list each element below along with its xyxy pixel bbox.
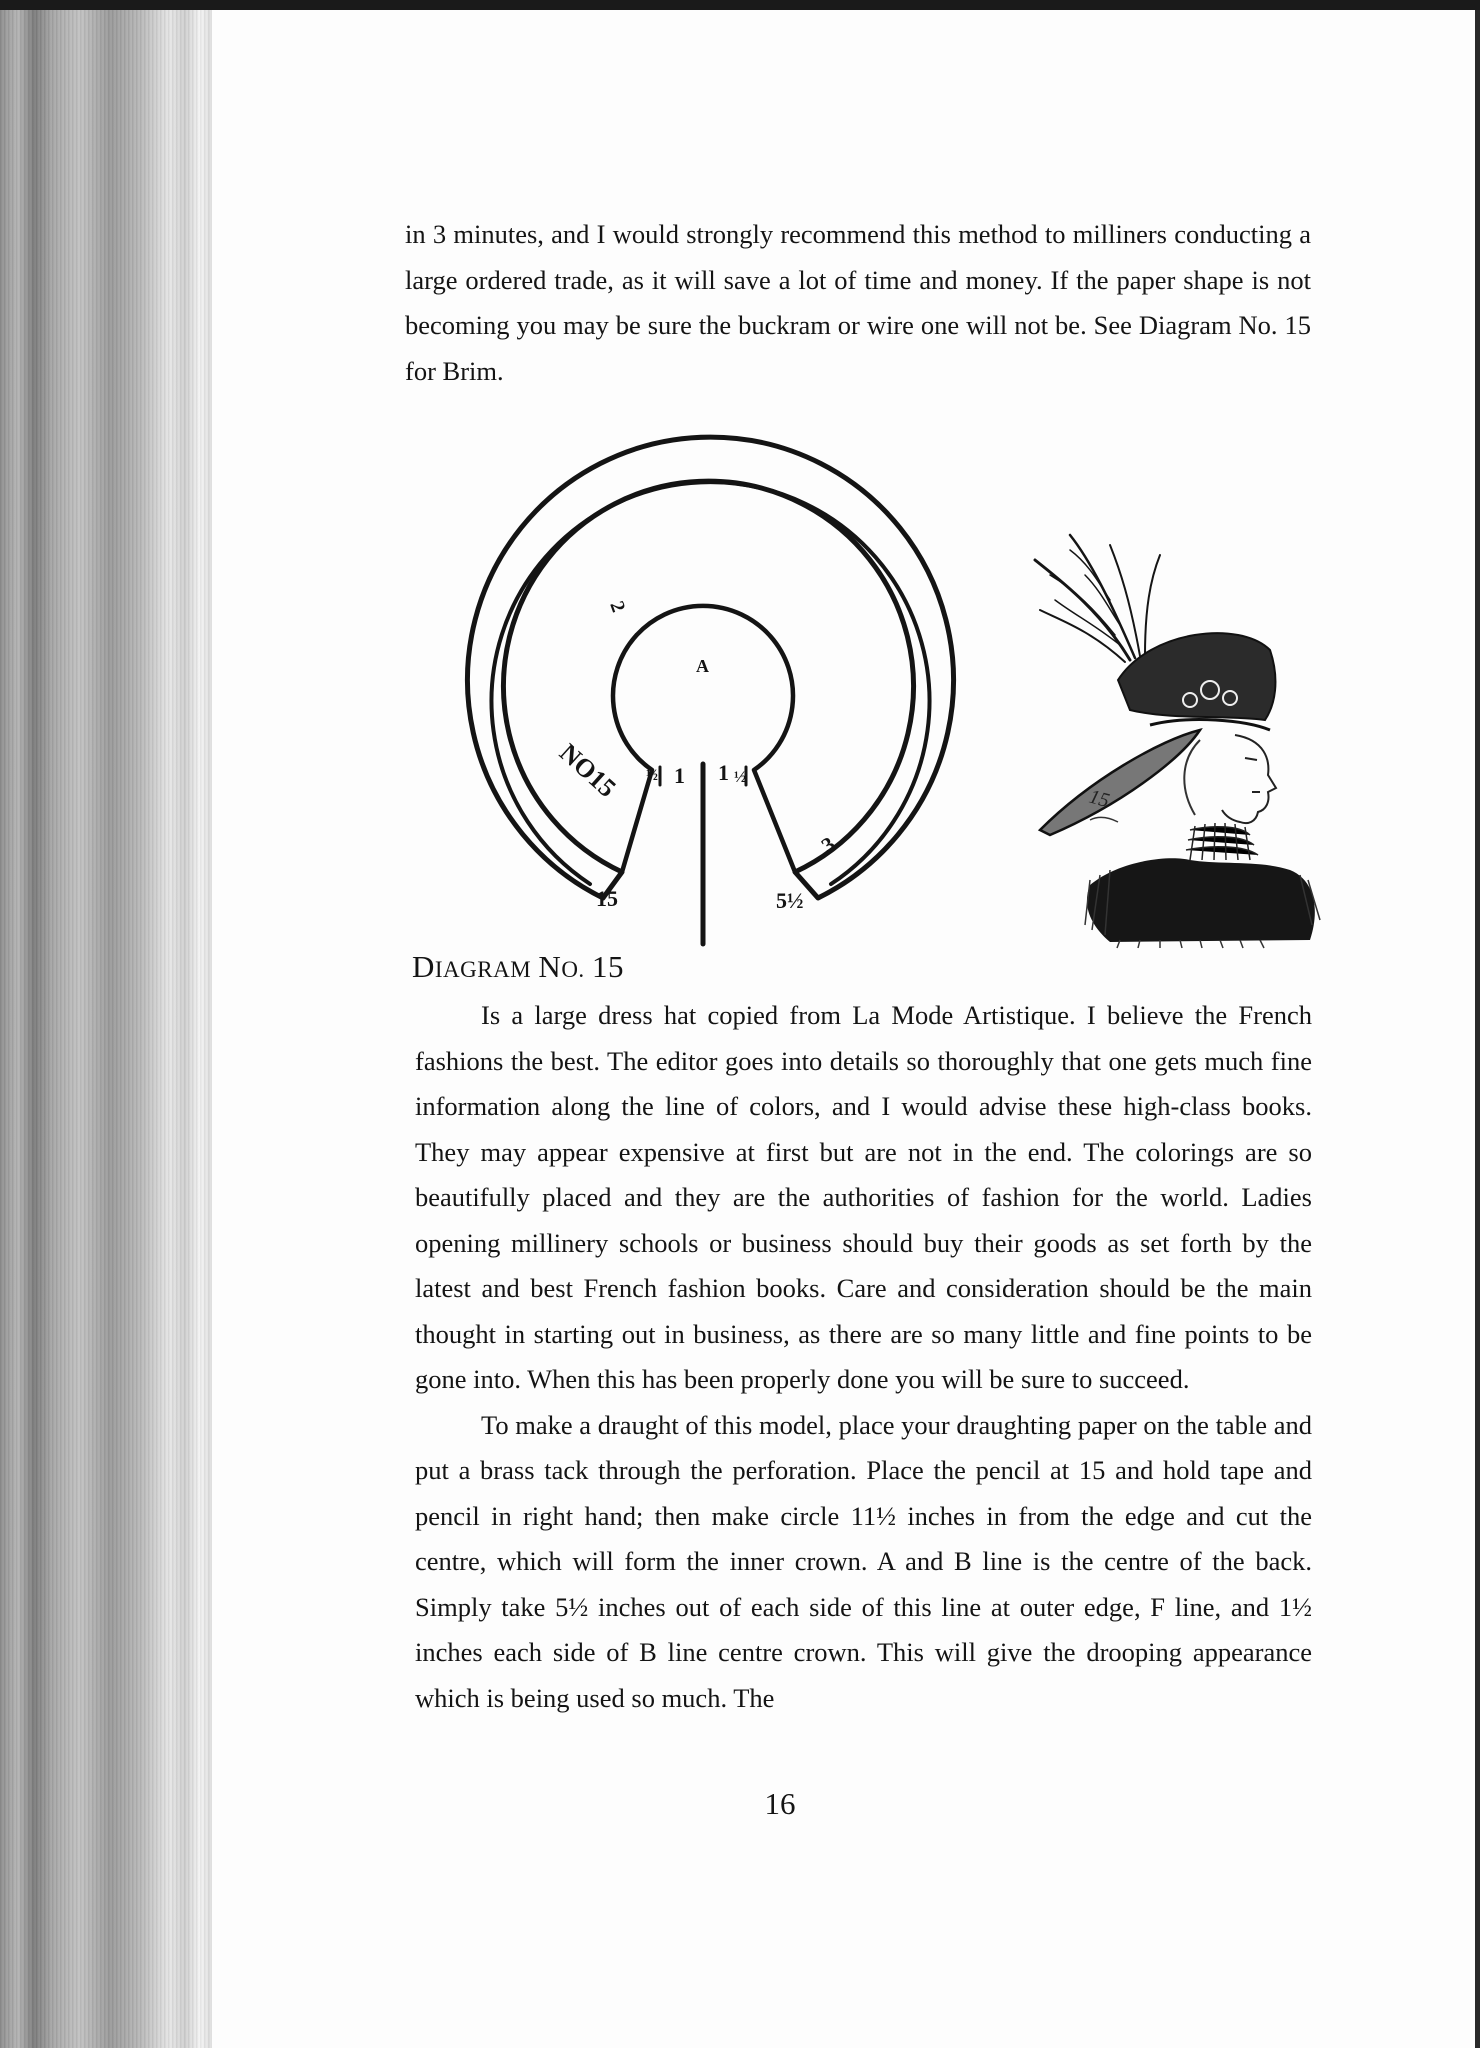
label-fifteen: 15 bbox=[596, 886, 618, 911]
label-no15: NO15 bbox=[553, 737, 622, 803]
diagram-caption: DIAGRAM NO. 15 bbox=[412, 949, 624, 984]
book-page-edges bbox=[0, 10, 212, 2048]
illustration-number: 15 bbox=[1086, 785, 1112, 813]
scan-right-border bbox=[1475, 10, 1480, 2048]
paragraph-draught: To make a draught of this model, place your draughting paper on the table and put a brass tack through the perforation. Place the pencil at 15 and hold tape and pencil in right hand; then make circle 11½ inches in from the edge and cut the centre, which will form the inner crown. A and B line is the centre of the back. Simply take 5½ inches out of each side of this line at outer edge, F line, and 1½ inches each side of B line centre crown. This will give the drooping appearance which is being used so much. The bbox=[415, 1409, 1312, 1713]
label-one-right: 1 bbox=[718, 760, 729, 785]
brim-pattern-diagram bbox=[420, 430, 980, 960]
label-two: 2 bbox=[605, 598, 630, 616]
brim-outer-outline bbox=[468, 437, 954, 898]
crown-label-a: A bbox=[696, 656, 709, 676]
label-three: 3 bbox=[816, 831, 840, 859]
scan-top-border bbox=[0, 0, 1480, 10]
page-number: 16 bbox=[764, 1786, 796, 1821]
top-paragraph: in 3 minutes, and I would strongly recommend this method to milliners conducting a large ordered trade, as it will save a lot of time and money. If the paper shape is not becoming you may be sure the buckram or wire one will not be. See Diagram No. 15 for Brim. bbox=[405, 219, 1311, 386]
label-half-left: ½ bbox=[646, 767, 658, 784]
body-text bbox=[415, 993, 1312, 1721]
paragraph-dress-hat: Is a large dress hat copied from La Mode Artistique. I believe the French fashions the best. The editor goes into details so thoroughly that one gets much fine information along the line of colors, and I would advise these high-class books. They may appear expensive at first but are not in the end. The colorings are so beautifully placed and they are the authorities of fashion for the world. Ladies opening millinery schools or business should buy their goods as set forth by the latest and best French fashion books. Care and consideration should be the main thought in starting out in business, as there are so many little and fine points to be gone into. When this has been properly done you will be sure to succeed. bbox=[415, 1000, 1312, 1394]
hat-model-illustration bbox=[1030, 530, 1330, 950]
label-half-right: ½ bbox=[734, 769, 746, 786]
label-one-left: 1 bbox=[674, 763, 685, 788]
label-five-half: 5½ bbox=[776, 888, 804, 913]
